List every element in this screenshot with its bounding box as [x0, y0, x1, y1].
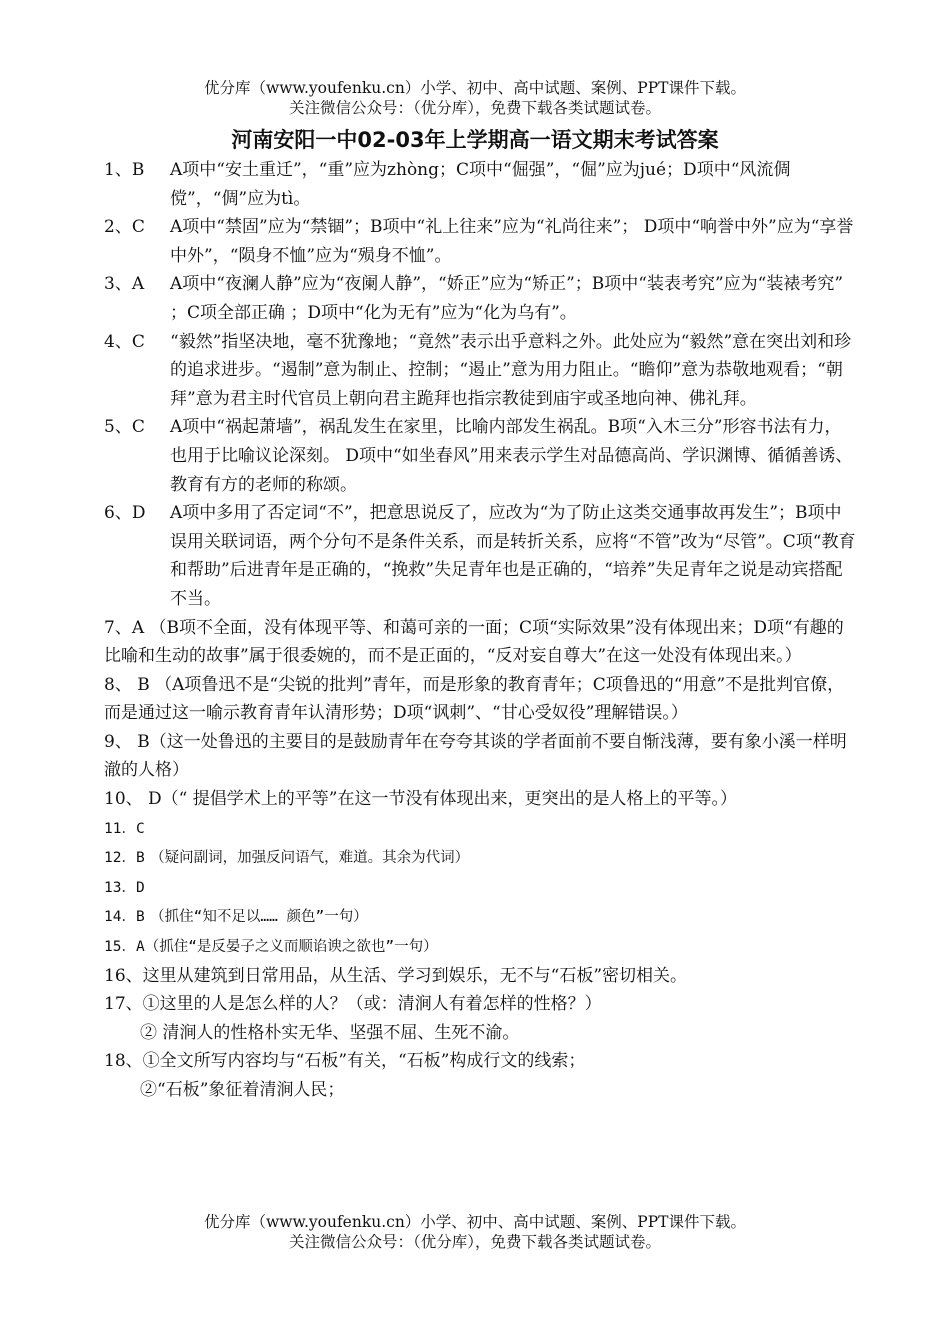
answer-subitem — [104, 1076, 856, 1105]
answer-number: 8、 B — [104, 674, 150, 695]
answer-item — [104, 990, 856, 1019]
answer-text: 这里从建筑到日常用品，从生活、学习到娱乐，无不与“石板”密切相关。 — [142, 965, 688, 986]
answer-text: A项中“安土重迁”，“重”应为zhòng；C项中“倔强”，“倔”应为jué；D项中“风流倜傥”，“倜”应为tì。 — [170, 160, 791, 209]
answer-item — [104, 1047, 856, 1076]
answer-list — [104, 156, 856, 1105]
answer-item — [104, 213, 856, 270]
answer-item — [104, 156, 856, 213]
answer-text: A项中“祸起萧墙”，祸乱发生在家里，比喻内部发生祸乱。B项“入木三分”形容书法有力，也用于比喻议论深刻。 D项中“如坐春风”用来表示学生对品德高尚、学识渊博、循循善诱、教育有方的老师的称颂。 — [170, 417, 853, 495]
answer-number: 4、C — [104, 331, 145, 352]
answer-item — [104, 728, 856, 785]
header-line-2: 关注微信公众号：（优分库），免费下载各类试题试卷。 — [288, 99, 661, 117]
answer-text: A项中“禁固”应为“禁锢”；B项中“礼上往来”应为“礼尚往来”； D项中“响誉中外”应为“享誉中外”，“陨身不恤”应为“殒身不恤”。 — [170, 217, 854, 266]
answer-text: （抓住“是反晏子之义而顺谄谀之欲也”一句） — [144, 939, 438, 956]
answer-number: 7、A — [104, 617, 145, 638]
answer-number: 16、 — [104, 965, 143, 986]
answer-number: 6、D — [104, 503, 146, 524]
answer-text: “毅然”指坚决地，毫不犹豫地；“竟然”表示出乎意料之外。此处应为“毅然”意在突出刘和珍的追求进步。“遏制”意为制止、控制；“遏止”意为用力阻止。“瞻仰”意为恭敬地观看；“朝拜”意为君主时代官员上朝向君主跪拜也指宗教徒到庙宇或圣地向神、佛礼拜。 — [170, 331, 852, 409]
answer-item — [104, 413, 856, 499]
answer-text: ② 清涧人的性格朴实无华、坚强不屈、生死不渝。 — [140, 1022, 520, 1043]
answer-number: 15．A — [104, 939, 145, 956]
answer-item — [104, 962, 856, 991]
answer-text: （疑问副词，加强反问语气，难道。其余为代词） — [150, 850, 470, 867]
answer-number: 5、C — [104, 417, 145, 438]
answer-subitem — [104, 1019, 856, 1048]
answer-number: 1、B — [104, 160, 145, 180]
answer-item — [104, 843, 856, 873]
answer-text: （“ 提倡学术上的平等”在这一节没有体现出来，更突出的是人格上的平等。） — [161, 789, 737, 810]
answer-text: （这一处鲁迅的主要目的是鼓励青年在夸夸其谈的学者面前不要自惭浅薄，要有象小溪一样明澈的人格） — [104, 731, 847, 781]
answer-item — [104, 902, 856, 932]
answer-text: ①这里的人是怎么样的人？（或：清涧人有着怎样的性格？） — [142, 994, 602, 1015]
answer-number: 3、A — [104, 274, 145, 295]
answer-item — [104, 328, 856, 414]
answer-text: A项中“夜澜人静”应为“夜阑人静”，“娇正”应为“矫正”；B项中“装表考究”应为“装裱考究” ；C项全部正确 ；D项中“化为无有”应为“化为乌有”。 — [170, 274, 844, 323]
answer-text: （B项不全面，没有体现平等、和蔼可亲的一面；C项“实际效果”没有体现出来；D项“有趣的比喻和生动的故事”属于很委婉的，而不是正面的，“反对妄自尊大”在这一处没有体现出来。） — [104, 617, 844, 667]
answer-number: 17、 — [104, 994, 143, 1015]
answer-number: 10、 D — [104, 789, 162, 810]
answer-item — [104, 270, 856, 327]
answer-item — [104, 671, 856, 728]
answer-item — [104, 785, 856, 814]
footer-line-1: 优分库（www.youfenku.cn）小学、初中、高中试题、案例、PPT课件下载。 — [203, 1213, 747, 1231]
answer-text: （A项鲁迅不是“尖锐的批判”青年，而是形象的教育青年；C项鲁迅的“用意”不是批判官僚，而是通过这一喻示教育青年认清形势；D项“讽刺”、“甘心受奴役”理解错误。） — [104, 674, 845, 724]
answer-text: ①全文所写内容均与“石板”有关，“石板”构成行文的线索； — [142, 1051, 586, 1072]
answer-number: 14．B — [104, 909, 145, 926]
answer-number: 12．B — [104, 850, 145, 867]
answer-item — [104, 873, 856, 903]
answer-number: 9、 B — [104, 731, 150, 752]
footer-line-2: 关注微信公众号：（优分库），免费下载各类试题试卷。 — [288, 1233, 661, 1251]
answer-item — [104, 499, 856, 613]
page-title: 河南安阳一中02-03年上学期高一语文期末考试答案 — [231, 128, 719, 152]
answer-item — [104, 614, 856, 671]
answer-number: 11．C — [104, 820, 145, 837]
answer-text: （抓住“知不足以…… 颜色”一句） — [150, 909, 368, 926]
header-line-1: 优分库（www.youfenku.cn）小学、初中、高中试题、案例、PPT课件下载。 — [203, 79, 747, 97]
answer-number: 13．D — [104, 879, 145, 896]
answer-text: ②“石板”象征着清涧人民； — [140, 1080, 345, 1100]
answer-number: 2、C — [104, 217, 145, 238]
answer-text: A项中多用了否定词“不”，把意思说反了，应改为“为了防止这类交通事故再发生”；B项中误用关联词语，两个分句不是条件关系，而是转折关系，应将“不管”改为“尽管”。C项“教育和帮助”后进青年是正确的，“挽救”失足青年也是正确的，“培养”失足青年之说是动宾搭配不当。 — [170, 503, 856, 609]
answer-item — [104, 932, 856, 962]
answer-item — [104, 814, 856, 844]
answer-number: 18、 — [104, 1051, 143, 1072]
